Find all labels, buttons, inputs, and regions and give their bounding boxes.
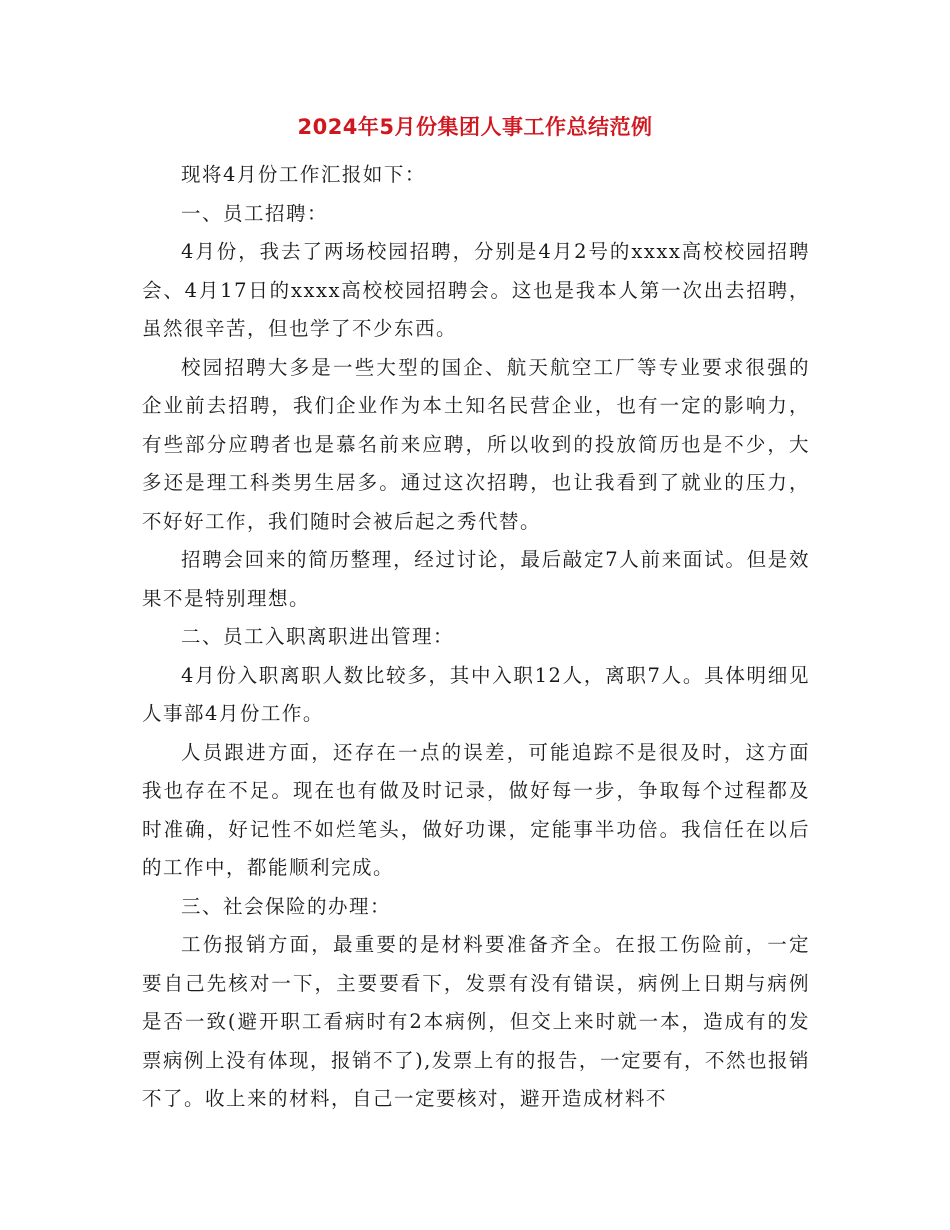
- paragraph-intro: 现将4月份工作汇报如下：: [181, 163, 426, 186]
- paragraph-onboarding-counts: 4月份入职离职人数比较多，其中入职12人，离职7人。具体明细见人事部4月份工作。: [142, 663, 810, 725]
- paragraph-recruiting-observations: 校园招聘大多是一些大型的国企、航天航空工厂等专业要求很强的企业前去招聘，我们企业作为本土知名民营企业，也有一定的影响力，有些部分应聘者也是慕名前来应聘，所以收到的投放简历也是不少，大多还是理工科类男生居多。通过这次招聘，也让我看到了就业的压力，不好好工作，我们随时会被后起之秀代替。: [142, 355, 810, 533]
- paragraph-resume-screening: 招聘会回来的简历整理，经过讨论，最后敲定7人前来面试。但是效果不是特别理想。: [142, 548, 810, 610]
- document-title: 2024年5月份集团人事工作总结范例: [297, 115, 653, 139]
- paragraph-campus-recruiting: 4月份，我去了两场校园招聘，分别是4月2号的xxxx高校校园招聘会、4月17日的xxxx高校校园招聘会。这也是我本人第一次出去招聘，虽然很辛苦，但也学了不少东西。: [142, 240, 810, 340]
- document-body: [142, 156, 810, 1119]
- section-heading-social-insurance: 三、社会保险的办理：: [181, 894, 392, 918]
- paragraph-injury-claims: 工伤报销方面，最重要的是材料要准备齐全。在报工伤险前，一定要自己先核对一下，主要要看下，发票有没有错误，病例上日期与病例是否一致(避开职工看病时有2本病例，但交上来时就一本，造成有的发票病例上没有体现，报销不了),发票上有的报告，一定要有，不然也报销不了。收上来的材料，自己一定要核对，避开造成材料不: [142, 933, 810, 1110]
- section-heading-onboarding: 二、员工入职离职进出管理：: [181, 625, 455, 648]
- paragraph-followup: 人员跟进方面，还存在一点的误差，可能追踪不是很及时，这方面我也存在不足。现在也有做及时记录，做好每一步，争取每个过程都及时准确，好记性不如烂笔头，做好功课，定能事半功倍。我信任在以后的工作中，都能顺利完成。: [142, 740, 810, 879]
- section-heading-recruitment: 一、员工招聘：: [181, 201, 329, 225]
